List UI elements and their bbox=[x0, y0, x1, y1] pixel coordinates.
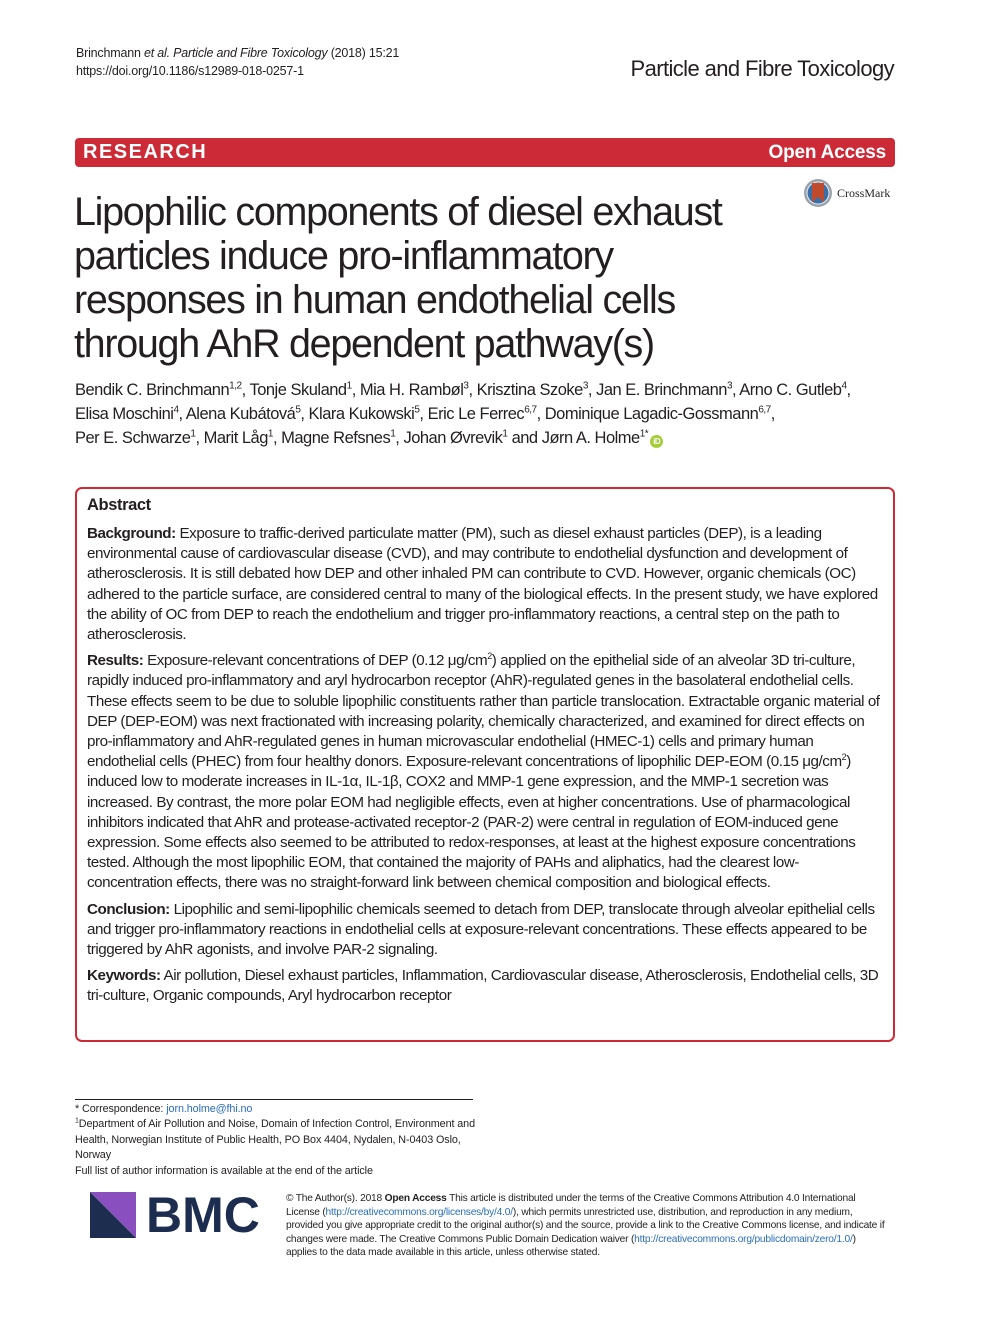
author-list: Bendik C. Brinchmann$^{1,2}$, Tonje Skuland$^1$, Mia H. Rambøl$^3$, Krisztina Szoke$^3$, Jan E. Brinchmann$^3$, Arno C. Gutleb$^4$, Elisa Moschini$^4$, Alena Kubátová$^5$, Klara Kukowski$^5$, Eric Le Ferrec$^{6,7}$, Dominique Lagadic-Gossmann$^{6,7}$, Per E. Schwarze$^1$, Marit Låg$^1$, Magne Refsnes$^1$, Johan Øvrevik$^1$ and Jørn A. Holme$^{1*}$iD bbox=[75, 380, 851, 447]
abstract-background bbox=[87, 524, 883, 645]
conclusion-text: Lipophilic and semi-lipophilic chemicals seemed to detach from DEP, translocate through alveolar epithelial cells and trigger pro-inflammatory reactions in endothelial cells at exposure-relevant concentrations. These effects appeared to be triggered by AhR agonists, and involve PAR-2 signaling. bbox=[87, 900, 875, 959]
abstract-keywords bbox=[87, 966, 883, 1006]
article-type-label: RESEARCH bbox=[83, 141, 208, 163]
license-text: This article is distributed under the terms of the Creative Commons Attribution 4.0 International License ( bbox=[286, 1193, 856, 1218]
citation-header bbox=[76, 44, 399, 80]
footnote-divider bbox=[75, 1099, 473, 1100]
author[interactable]: Arno C. Gutleb$^4$ bbox=[739, 380, 847, 399]
affiliation-text: Department of Air Pollution and Noise, Domain of Infection Control, Environment and Health, Norwegian Institute of Public Health, PO Box 4404, Nydalen, N-0403 Oslo, Norway bbox=[75, 1118, 475, 1162]
author[interactable]: Alena Kubátová$^5$ bbox=[185, 404, 301, 423]
author[interactable]: Dominique Lagadic-Gossmann$^{6,7}$ bbox=[544, 404, 771, 423]
bmc-logo bbox=[90, 1187, 260, 1243]
correspondence bbox=[75, 1102, 495, 1117]
bmc-logo-text: BMC bbox=[146, 1187, 260, 1243]
author[interactable]: Jørn A. Holme$^{1*}$ bbox=[541, 428, 649, 447]
superscript: 2 bbox=[841, 752, 847, 763]
author[interactable]: Tonje Skuland$^1$ bbox=[249, 380, 352, 399]
author[interactable]: Mia H. Rambøl$^3$ bbox=[359, 380, 469, 399]
citation-etal: et al. bbox=[143, 46, 170, 60]
abstract-box bbox=[75, 487, 895, 1042]
abstract-conclusion bbox=[87, 900, 883, 961]
results-label: Results: bbox=[87, 652, 144, 670]
author[interactable]: Eric Le Ferrec$^{6,7}$ bbox=[427, 404, 537, 423]
full-author-info-note: Full list of author information is available at the end of the article bbox=[75, 1164, 373, 1177]
article-type-banner bbox=[75, 138, 895, 167]
crossmark-label: CrossMark bbox=[837, 185, 891, 200]
orcid-icon[interactable]: iD bbox=[650, 435, 663, 448]
abstract-heading: Abstract bbox=[87, 496, 151, 514]
results-text: ) applied on the epithelial side of an alveolar 3D tri-culture, rapidly induced pro-inflammatory and aryl hydrocarbon receptor (AhR)-regulated genes in the basolateral endothelial cells. These effects seem to be due to soluble lipophilic constituents rather than particle translocation. Extractable organic material of DEP (DEP-EOM) was next fractionated with increasing polarity, chemically characterized, and examined for direct effects on pro-inflammatory and AhR-regulated genes in human microvascular endothelial (HMEC-1) cells and primary human endothelial cells (PHEC) from four healthy donors. Exposure-relevant concentrations of lipophilic DEP-EOM (0.15 μg/cm bbox=[87, 652, 880, 771]
copyright-text: © The Author(s). 2018 bbox=[286, 1193, 382, 1204]
author[interactable]: Bendik C. Brinchmann$^{1,2}$ bbox=[75, 380, 242, 399]
license-text: ) applies to the data made available in this article, unless otherwise stated. bbox=[286, 1233, 856, 1259]
article-title: Lipophilic components of diesel exhaust particles induce pro-inflammatory responses in human endothelial cells through AhR dependent pathway(s) bbox=[74, 190, 722, 366]
bmc-logo-icon bbox=[90, 1192, 136, 1238]
author[interactable]: Marit Låg$^1$ bbox=[203, 428, 273, 447]
cc-zero-waiver-link[interactable]: http://creativecommons.org/publicdomain/zero/1.0/ bbox=[634, 1233, 853, 1245]
author[interactable]: Per E. Schwarze$^1$ bbox=[75, 428, 196, 447]
background-label: Background: bbox=[87, 525, 176, 542]
citation-author: Brinchmann bbox=[76, 46, 141, 60]
author[interactable]: Magne Refsnes$^1$ bbox=[281, 428, 396, 447]
superscript: 2 bbox=[487, 651, 492, 662]
author[interactable]: Elisa Moschini$^4$ bbox=[75, 404, 179, 423]
author[interactable]: Johan Øvrevik$^1$ bbox=[403, 428, 508, 447]
journal-name: Particle and Fibre Toxicology bbox=[630, 56, 894, 81]
license-text: ), which permits unrestricted use, distribution, and reproduction in any medium, provided you give appropriate credit to the original author(s) and the source, provide a link to the Creative Commons license, and indicate if changes were made. The Creative Commons Public Domain Dedication waiver ( bbox=[286, 1206, 885, 1245]
abstract-results bbox=[87, 651, 883, 893]
crossmark-icon bbox=[803, 178, 833, 208]
citation-journal: Particle and Fibre Toxicology bbox=[173, 46, 328, 60]
citation-year-volume: (2018) 15:21 bbox=[330, 46, 400, 60]
results-text: ) induced low to moderate increases in IL-1α, IL-1β, COX2 and MMP-1 gene expression, and the MMP-1 secretion was increased. By contrast, the more polar EOM had negligible effects, even at higher concentrations. Use of pharmacological inhibitors indicated that AhR and protease-activated receptor-2 (PAR-2) were central in regulation of EOM-induced gene expression. Some effects also seemed to be attributed to redox-responses, at least at the highest exposure concentrations tested. Although the most lipophilic EOM, that contained the majority of PAHs and aliphatics, had the clearest low-concentration effects, there was no straight-forward link between chemical composition and biological effects. bbox=[87, 753, 856, 892]
affiliation-number: 1 bbox=[75, 1117, 79, 1125]
footnotes bbox=[75, 1102, 495, 1179]
results-text: Exposure-relevant concentrations of DEP (0.12 μg/cm bbox=[147, 652, 488, 670]
background-text: Exposure to traffic-derived particulate matter (PM), such as diesel exhaust particles (DEP), is a leading environmental cause of cardiovascular disease (CVD), and may contribute to endothelial dysfunction and development of atherosclerosis. It is still debated how DEP and other inhaled PM can contribute to CVD. However, organic chemicals (OC) adhered to the particle surface, are considered central to many of the biological effects. In the present study, we have explored the ability of OC from DEP to reach the endothelium and trigger pro-inflammatory reactions, a central step on the path to atherosclerosis. bbox=[87, 525, 878, 644]
keywords-label: Keywords: bbox=[87, 967, 161, 985]
correspondence-email-link[interactable]: jorn.holme@fhi.no bbox=[166, 1103, 253, 1115]
crossmark-button[interactable] bbox=[803, 178, 890, 208]
citation-line bbox=[76, 44, 399, 62]
author-conjunction: and bbox=[511, 429, 538, 447]
keywords-text: Air pollution, Diesel exhaust particles, Inflammation, Cardiovascular disease, Atherosclerosis, Endothelial cells, 3D tri-culture, Organic compounds, Aryl hydrocarbon receptor bbox=[87, 967, 879, 1005]
license-statement bbox=[286, 1192, 886, 1260]
author[interactable]: Jan E. Brinchmann$^3$ bbox=[596, 380, 733, 399]
conclusion-label: Conclusion: bbox=[87, 900, 170, 918]
author[interactable]: Krisztina Szoke$^3$ bbox=[476, 380, 588, 399]
open-access-bold: Open Access bbox=[384, 1193, 447, 1204]
correspondence-label: * Correspondence: bbox=[75, 1103, 164, 1115]
open-access-label: Open Access bbox=[768, 141, 886, 163]
cc-by-license-link[interactable]: http://creativecommons.org/licenses/by/4.0/ bbox=[325, 1206, 513, 1218]
author[interactable]: Klara Kukowski$^5$ bbox=[308, 404, 420, 423]
doi-link[interactable]: https://doi.org/10.1186/s12989-018-0257-1 bbox=[76, 64, 304, 78]
affiliation bbox=[75, 1117, 495, 1163]
